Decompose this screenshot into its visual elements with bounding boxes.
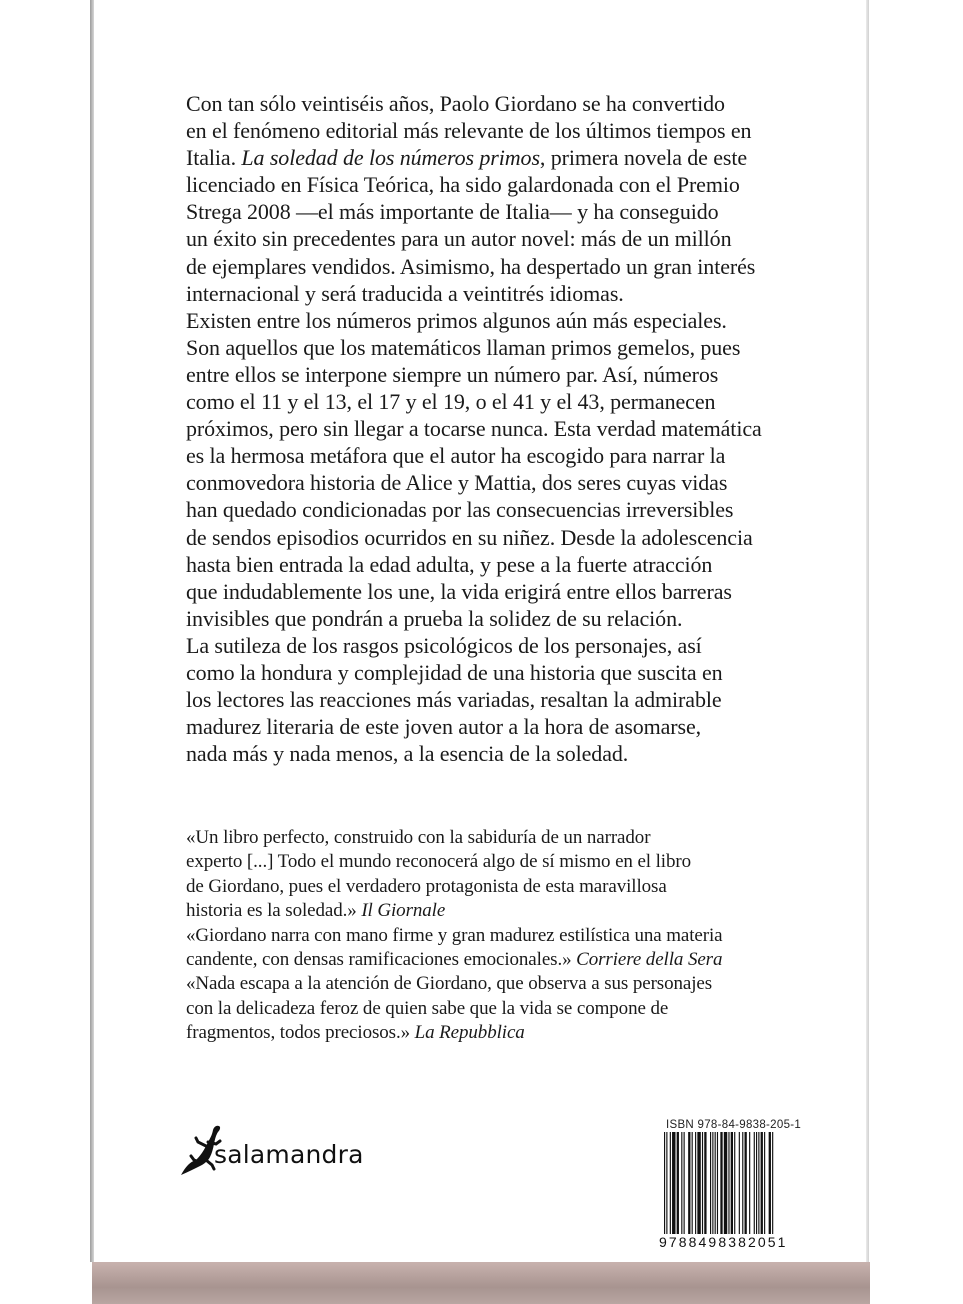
quote-text: con la delicadeza feroz de quien sabe que la vida se compone de (186, 997, 669, 1019)
barcode-bar (672, 1132, 675, 1238)
isbn-label: ISBN 978-84-9838-205-1 (666, 1119, 802, 1131)
quote-source: La Repubblica (414, 1022, 525, 1044)
barcode-bar (754, 1132, 755, 1238)
quote-line (186, 997, 836, 1021)
blurb-line: madurez literaria de este joven autor a la hora de asomarse, (186, 714, 702, 740)
barcode-bar (712, 1132, 713, 1238)
quote-line (186, 875, 836, 899)
barcode-bar (670, 1132, 671, 1238)
barcode-bar (681, 1132, 682, 1238)
barcode-bar (684, 1132, 685, 1238)
quote-line (186, 1021, 836, 1045)
quote-text: de Giordano, pues el verdadero protagonista de esta maravillosa (186, 875, 667, 897)
quote-line (186, 948, 836, 972)
back-cover-blurb (186, 90, 836, 767)
barcode-bar (688, 1132, 690, 1238)
quote-text: experto [...] Todo el mundo reconocerá algo de sí mismo en el libro (186, 851, 692, 873)
barcode-bar (692, 1132, 693, 1238)
blurb-line: de ejemplares vendidos. Asimismo, ha despertado un gran interés (186, 253, 756, 279)
barcode-bar (742, 1132, 743, 1238)
barcode-bar (697, 1132, 700, 1238)
blurb-line: un éxito sin precedentes para un autor novel: más de un millón (186, 226, 732, 252)
blurb-line: licenciado en Física Teórica, ha sido galardonada con el Premio (186, 172, 740, 198)
barcode-bar (731, 1132, 733, 1238)
book-title: La soledad de los números primos (241, 145, 540, 171)
barcode-bar (728, 1132, 729, 1238)
barcode-bar (715, 1132, 716, 1238)
quote-text: historia es la soledad.» (186, 900, 362, 922)
blurb-line: Existen entre los números primos algunos aún más especiales. (186, 307, 727, 333)
barcode-bar (724, 1132, 727, 1238)
barcode-bar (739, 1132, 740, 1238)
blurb-line: Strega 2008 —el más importante de Italia— y ha conseguido (186, 199, 719, 225)
page-edge-right (866, 0, 869, 1262)
blurb-line: han quedado condicionadas por las consecuencias irreversibles (186, 497, 734, 523)
isbn-digits: 9788498382051 (659, 1234, 788, 1250)
publisher-name: salamandra (214, 1140, 364, 1169)
quote-text: fragmentos, todos preciosos.» (186, 1022, 415, 1044)
page-edge-left (90, 0, 94, 1262)
blurb-line: como el 11 y el 13, el 17 y el 19, o el 41 y el 43, permanecen (186, 389, 716, 415)
blurb-line: entre ellos se interpone siempre un número par. Así, números (186, 361, 719, 387)
blurb-line: como la hondura y complejidad de una historia que suscita en (186, 659, 723, 685)
quote-text: «Nada escapa a la atención de Giordano, que observa a sus personajes (186, 973, 713, 995)
quote-source: Il Giornale (361, 900, 446, 922)
barcode-bar (704, 1132, 706, 1238)
barcode-bar (756, 1132, 757, 1238)
blurb-line: los lectores las reacciones más variadas, resaltan la admirable (186, 687, 722, 713)
barcode-bar (677, 1132, 679, 1238)
blurb-text: , primera novela de este (539, 145, 748, 171)
blurb-line: que indudablemente los une, la vida erigirá entre ellos barreras (186, 578, 732, 604)
barcode-bar (664, 1132, 665, 1248)
barcode (662, 1132, 814, 1248)
blurb-line: próximos, pero sin llegar a tocarse nunca. Esta verdad matemática (186, 416, 762, 442)
quote-text: candente, con densas ramificaciones emocionales.» (186, 949, 577, 971)
barcode-bar (772, 1132, 773, 1248)
quote-source: Corriere della Sera (576, 949, 723, 971)
barcode-bar (758, 1132, 759, 1238)
barcode-bar (761, 1132, 763, 1238)
barcode-bar (734, 1132, 735, 1238)
barcode-bar (710, 1132, 711, 1238)
quote-line (186, 924, 836, 948)
barcode-bar (666, 1132, 667, 1248)
blurb-line: hasta bien entrada la edad adulta, y pese a la fuerte atracción (186, 551, 713, 577)
blurb-line: nada más y nada menos, a la esencia de la soledad. (186, 741, 629, 767)
barcode-bar (695, 1132, 696, 1238)
barcode-bar (720, 1132, 722, 1238)
barcode-bar (749, 1132, 750, 1238)
blurb-line: es la hermosa metáfora que el autor ha escogido para narrar la (186, 443, 726, 469)
blurb-line: Con tan sólo veintiséis años, Paolo Giordano se ha convertido (186, 91, 725, 116)
quote-line (186, 850, 836, 874)
blurb-line (186, 144, 836, 171)
page-corner (0, 1262, 92, 1304)
barcode-bar (764, 1132, 765, 1238)
press-quotes (186, 826, 836, 1046)
blurb-line: La sutileza de los rasgos psicológicos de los personajes, así (186, 632, 702, 658)
quote-line (186, 826, 836, 850)
blurb-line: Son aquellos que los matemáticos llaman primos gemelos, pues (186, 334, 741, 360)
barcode-bar (702, 1132, 703, 1238)
blurb-text: Italia. (186, 145, 242, 171)
blurb-line: de sendos episodios ocurridos en su niñez. Desde la adolescencia (186, 524, 753, 550)
barcode-bar (745, 1132, 747, 1238)
barcode-bar (769, 1132, 771, 1238)
blurb-line: invisibles que pondrán a prueba la solidez de su relación. (186, 605, 683, 631)
blurb-line: en el fenómeno editorial más relevante de los últimos tiempos en (186, 118, 752, 144)
blurb-line: internacional y será traducida a veintitrés idiomas. (186, 280, 624, 306)
quote-text: «Un libro perfecto, construido con la sabiduría de un narrador (186, 827, 651, 848)
blurb-line: conmovedora historia de Alice y Mattia, dos seres cuyas vidas (186, 470, 728, 496)
barcode-bar (717, 1132, 718, 1248)
quote-line (186, 899, 836, 923)
quote-line (186, 972, 836, 996)
page-bottom-strip (92, 1262, 870, 1304)
quote-text: «Giordano narra con mano firme y gran madurez estilística una materia (186, 924, 723, 946)
